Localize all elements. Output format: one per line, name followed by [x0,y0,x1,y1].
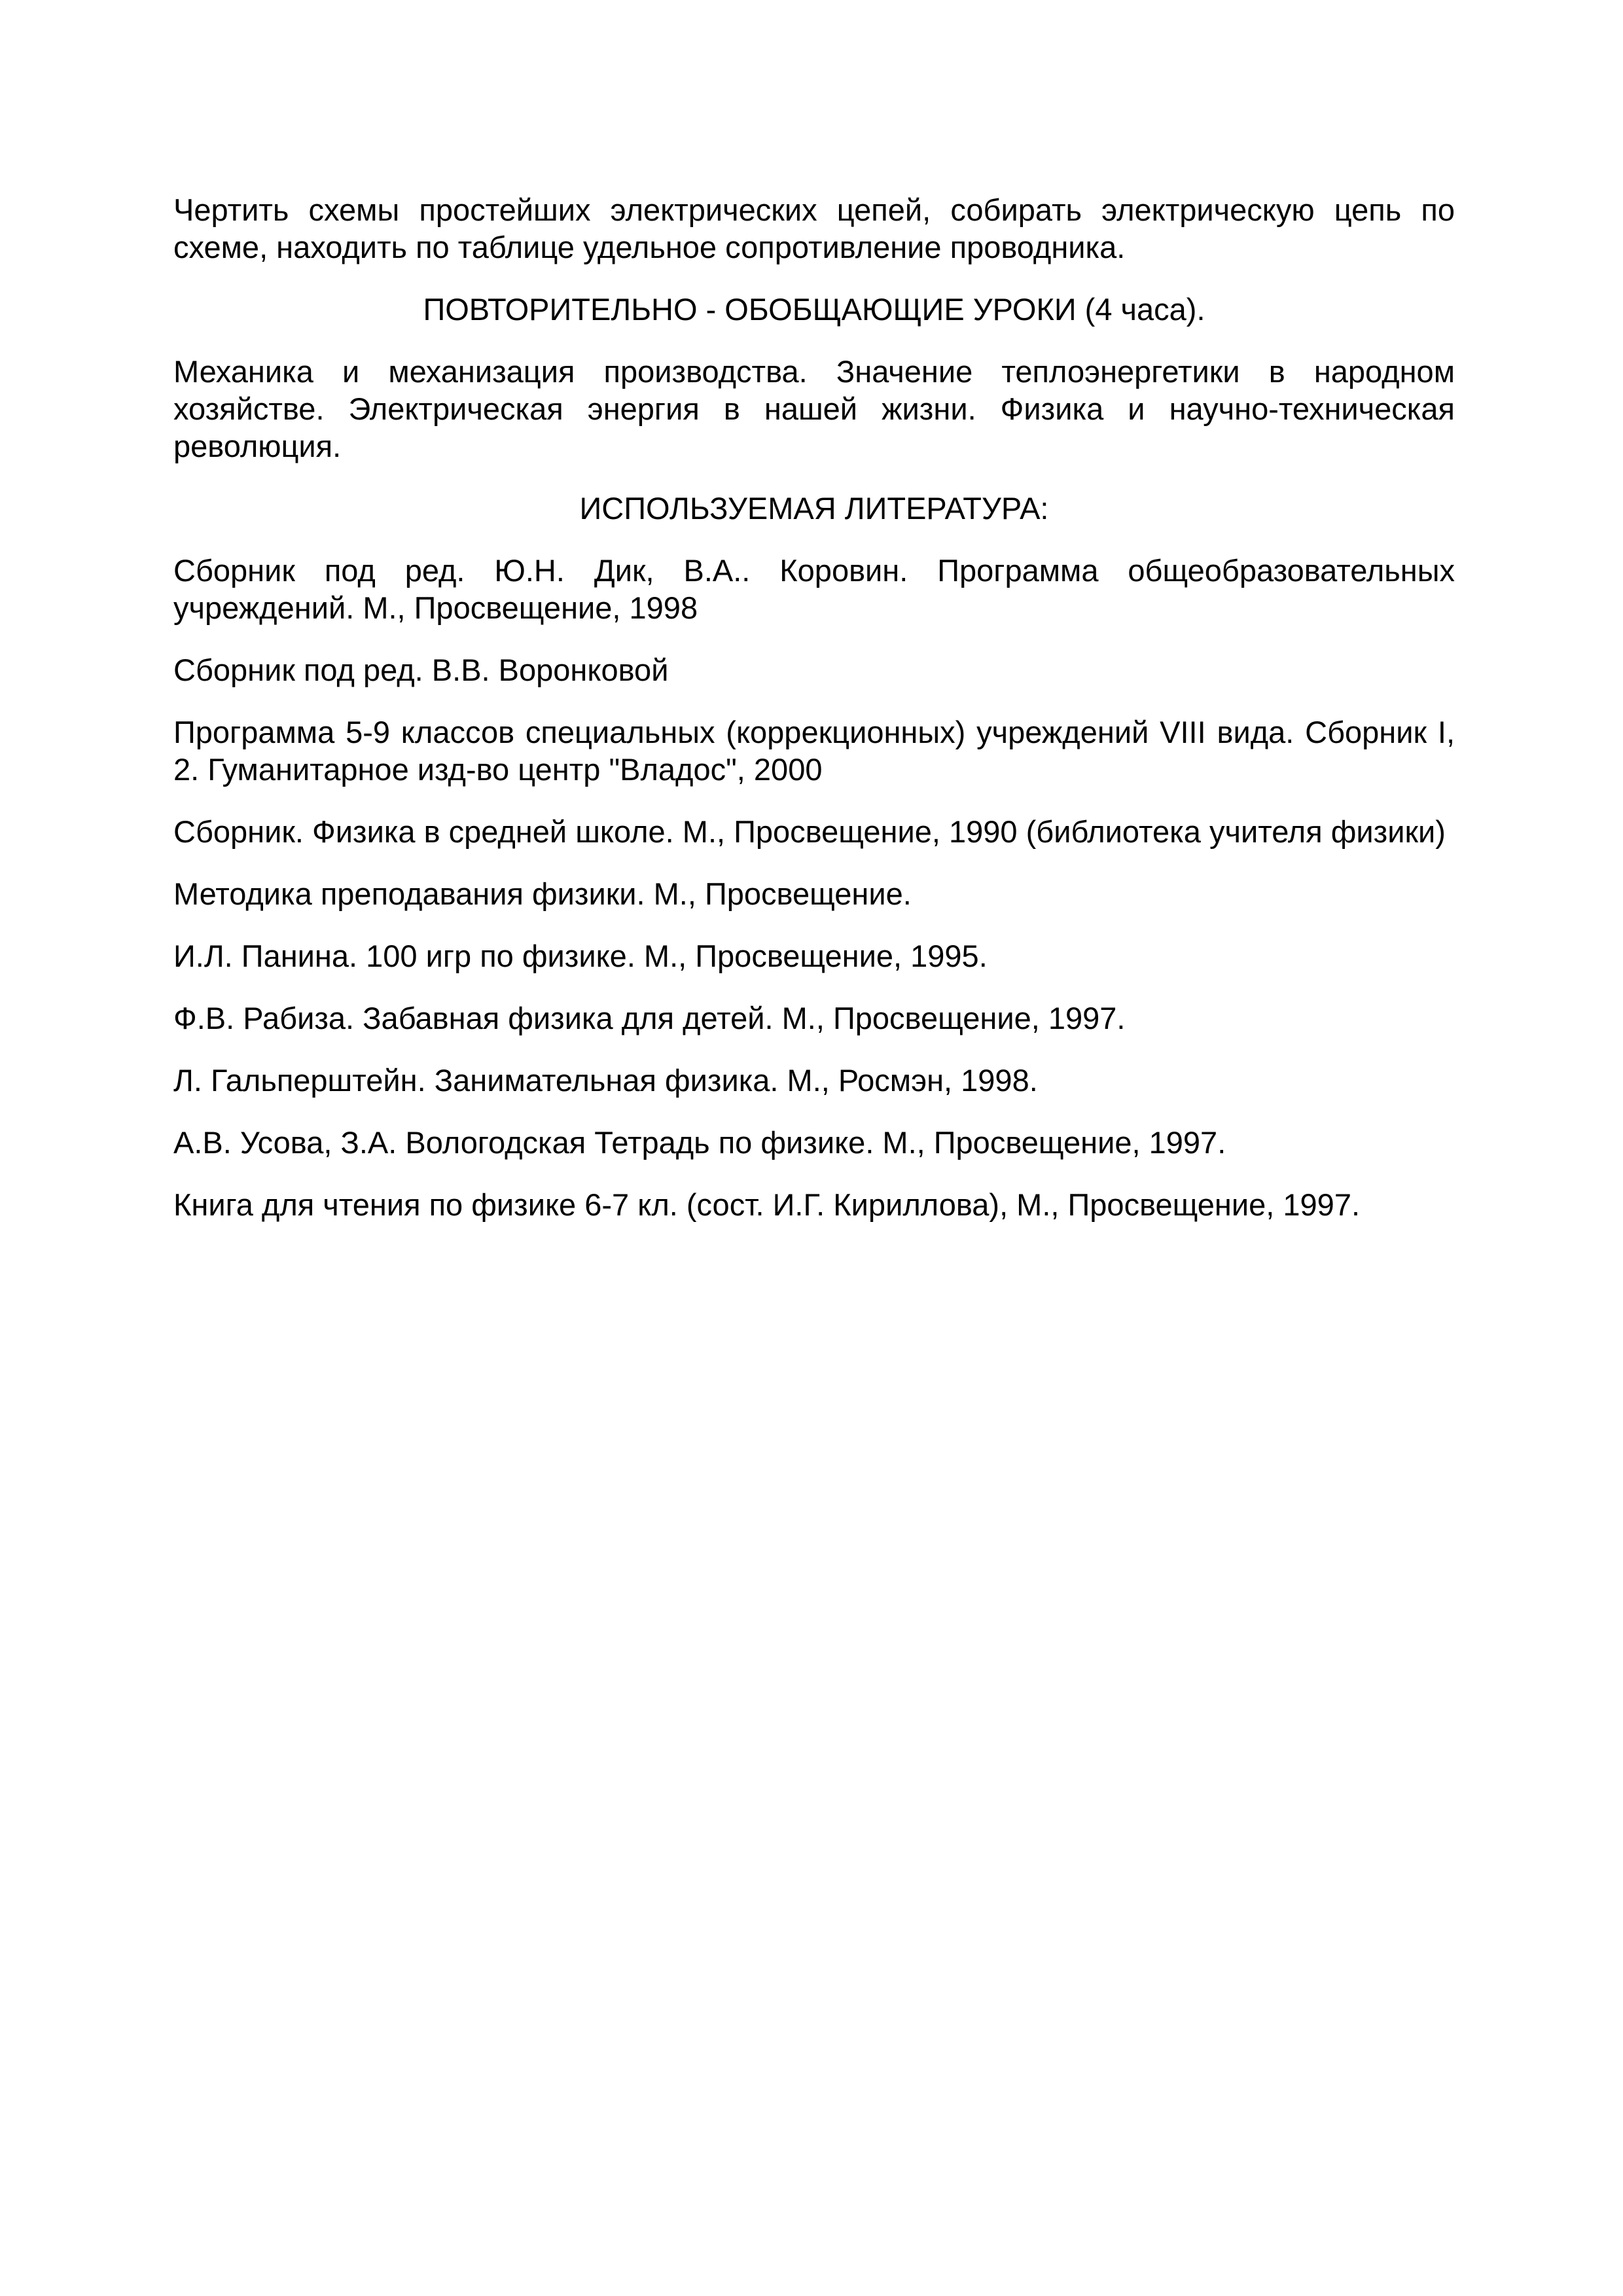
literature-item: Л. Гальперштейн. Занимательная физика. М., Росмэн, 1998. [173,1063,1038,1098]
document-page [173,191,1455,1248]
literature-item: Сборник под ред. Ю.Н. Дик, В.А.. Коровин. Программа общеобразовательных учреждений. М., Просвещение, 1998 [173,553,1455,625]
literature-list [173,552,1455,1223]
skills-paragraph: Чертить схемы простейших электрических цепей, собирать электрическую цепь по схеме, находить по таблице удельное сопротивление проводника. [173,192,1455,264]
literature-item: Ф.В. Рабиза. Забавная физика для детей. М., Просвещение, 1997. [173,1001,1126,1035]
review-lessons-paragraph: Механика и механизация производства. Значение теплоэнергетики в народном хозяйстве. Электрическая энергия в нашей жизни. Физика и научно-техническая революция. [173,354,1455,463]
literature-item: И.Л. Панина. 100 игр по физике. М., Просвещение, 1995. [173,939,988,973]
literature-item: Методика преподавания физики. М., Просвещение. [173,876,912,911]
literature-item: Книга для чтения по физике 6-7 кл. (сост. И.Г. Кириллова), М., Просвещение, 1997. [173,1187,1361,1222]
literature-item: Сборник. Физика в средней школе. М., Просвещение, 1990 (библиотека учителя физики) [173,814,1446,849]
literature-item: Программа 5-9 классов специальных (коррекционных) учреждений VIII вида. Сборник I, 2. Гуманитарное изд-во центр "Владос", 2000 [173,715,1455,787]
review-lessons-heading: ПОВТОРИТЕЛЬНО - ОБОБЩАЮЩИЕ УРОКИ (4 часа). [423,292,1205,327]
literature-item: Сборник под ред. В.В. Воронковой [173,653,669,687]
literature-heading: ИСПОЛЬЗУЕМАЯ ЛИТЕРАТУРА: [579,491,1049,526]
literature-item: А.В. Усова, З.А. Вологодская Тетрадь по физике. М., Просвещение, 1997. [173,1125,1226,1160]
